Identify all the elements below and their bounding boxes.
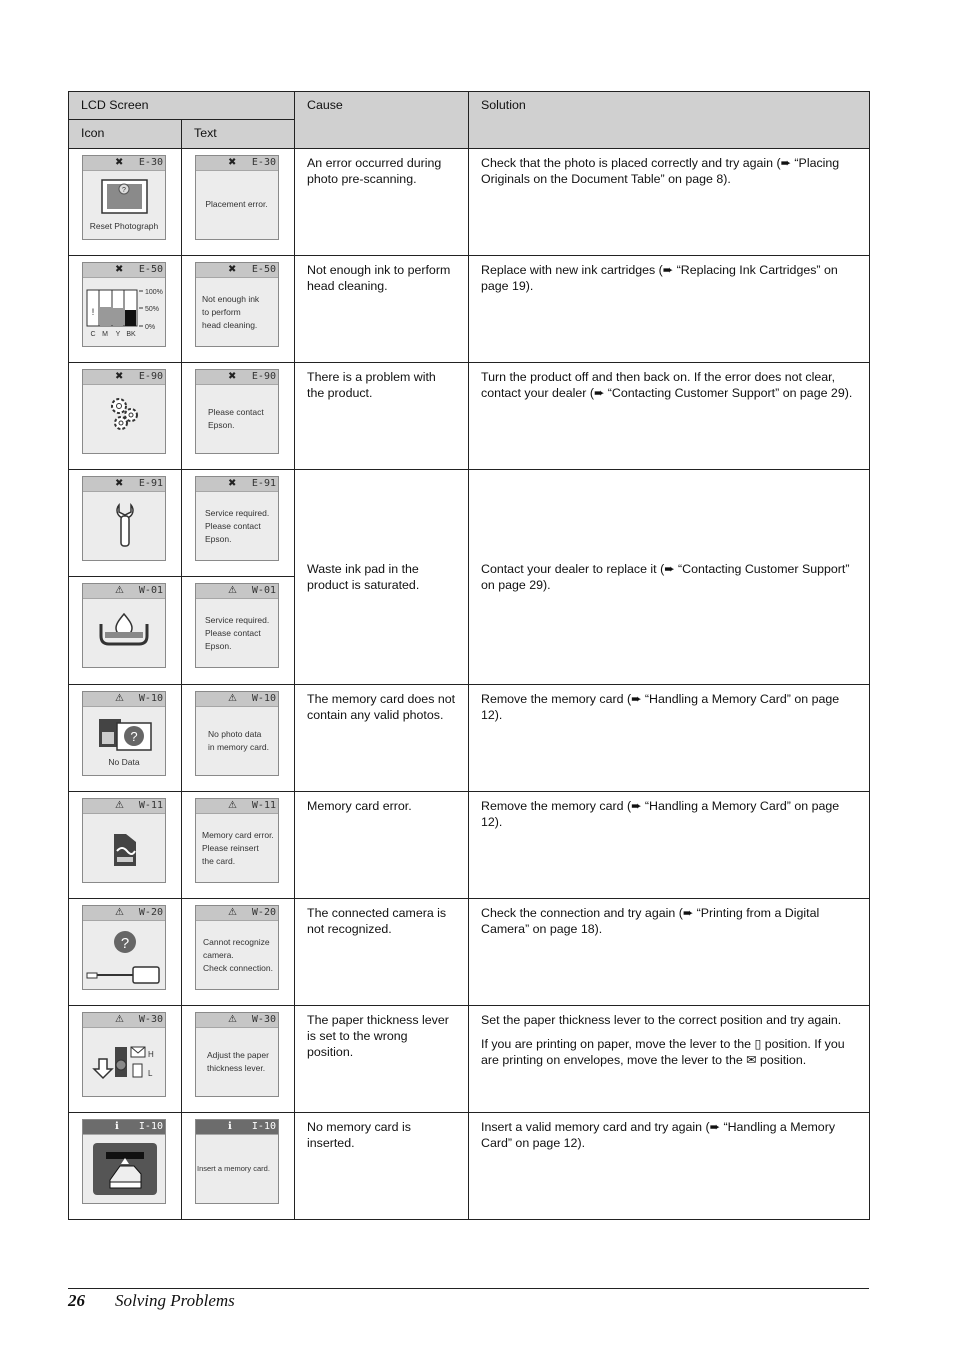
wrench-icon (83, 491, 167, 561)
lcd-text-screen: ⚠ W-20 Cannot recognize camera. Check connection. (195, 905, 279, 990)
solution-cell: Replace with new ink cartridges (➨ “Replacing Ink Cartridges” on page 19). (469, 256, 870, 363)
paper-thickness-lever-icon (83, 1027, 167, 1097)
table-row (69, 685, 870, 792)
warning-icon: ⚠ (115, 585, 124, 596)
lcd-icon-screen: ⚠ W-20 ? (82, 905, 166, 990)
error-icon: ✖ (115, 157, 124, 168)
error-icon: ✖ (228, 478, 237, 489)
cause-cell: Memory card error. (295, 792, 469, 899)
lcd-message: thickness lever. (207, 1063, 266, 1073)
table-row (69, 470, 870, 577)
table-row (69, 149, 870, 256)
error-icon: ✖ (228, 371, 237, 382)
table-row (69, 363, 870, 470)
cause-cell: The connected camera is not recognized. (295, 899, 469, 1006)
lcd-message: Not enough ink (202, 294, 260, 304)
solution-extra-text: If you are printing on paper, move the lever to the ▯ position. If you are printing on envelopes, move the lever to the ✉ position. (481, 1037, 845, 1067)
table-row (69, 1006, 870, 1113)
error-icon: ✖ (115, 371, 124, 382)
header-solution: Solution (469, 92, 870, 149)
lcd-message: the card. (202, 856, 236, 866)
lever-label-l: L (148, 1069, 153, 1078)
insert-card-icon (83, 1134, 167, 1204)
lcd-message: Epson. (208, 420, 235, 430)
cause-cell: An error occurred during photo pre-scanning. (295, 149, 469, 256)
warning-icon: ⚠ (228, 585, 237, 596)
solution-cell: Check the connection and try again (➨ “Printing from a Digital Camera” on page 18). (469, 899, 870, 1006)
lcd-message: Service required. (205, 615, 270, 625)
lcd-message: Please contact (205, 521, 261, 531)
lcd-message: Check connection. (203, 963, 273, 973)
section-title: Solving Problems (115, 1291, 235, 1310)
table-row (69, 1113, 870, 1220)
lcd-message: camera. (203, 950, 234, 960)
lcd-text-screen: ⚠ W-11 Memory card error. Please reinsert the card. (195, 798, 279, 883)
lcd-icon-screen: ⚠ W-11 (82, 798, 166, 883)
ink-level-icon (83, 277, 167, 347)
page-number: 26 (68, 1291, 85, 1310)
svg-text:?: ? (120, 935, 130, 952)
footer-divider (68, 1288, 869, 1289)
lcd-message: in memory card. (208, 742, 269, 752)
warning-icon: ⚠ (115, 693, 124, 704)
lcd-icon-screen: ⚠ W-30 H L (82, 1012, 166, 1097)
lcd-text-screen: ⚠ W-01 Service required. Please contact Epson. (195, 583, 279, 668)
error-table (68, 91, 870, 1220)
lcd-text-screen: ℹ I-10 Insert a memory card. (195, 1119, 279, 1204)
lcd-message: No photo data (208, 729, 262, 739)
icon-caption: No Data (108, 757, 140, 767)
lcd-text-screen: ✖ E-50 Not enough ink to perform head cleaning. (195, 262, 279, 347)
info-icon: ℹ (228, 1121, 232, 1132)
lcd-icon-screen: ✖ E-30 ? Reset Photograph (82, 155, 166, 240)
ink-label-m: M (102, 331, 108, 338)
lcd-text-screen: ⚠ W-30 Adjust the paper thickness lever. (195, 1012, 279, 1097)
lcd-message: Please reinsert (202, 843, 259, 853)
warning-icon: ⚠ (228, 693, 237, 704)
solution-cell (469, 1006, 870, 1113)
solution-cell: Insert a valid memory card and try again (➨ “Handling a Memory Card” on page 12). (469, 1113, 870, 1220)
lcd-icon-screen: ✖ E-90 (82, 369, 166, 454)
ink-label-0: 0% (145, 324, 156, 331)
lcd-icon-screen: ✖ E-50 ! 100% 50% 0% C M Y BK (82, 262, 166, 347)
warning-icon: ⚠ (228, 907, 237, 918)
ink-label-50: 50% (145, 306, 160, 313)
solution-cell: Turn the product off and then back on. If the error does not clear, contact your dealer (➨ “Contacting Customer Support” on page 29). (469, 363, 870, 470)
cause-cell: No memory card is inserted. (295, 1113, 469, 1220)
warning-icon: ⚠ (115, 1014, 124, 1025)
warning-icon: ⚠ (228, 800, 237, 811)
svg-text:?: ? (122, 187, 126, 194)
lcd-message: head cleaning. (202, 320, 258, 330)
ink-label-c: C (90, 331, 96, 338)
cause-cell: There is a problem with the product. (295, 363, 469, 470)
lcd-message: Please contact (208, 407, 264, 417)
lcd-message: Placement error. (205, 199, 268, 209)
cause-cell: The memory card does not contain any valid photos. (295, 685, 469, 792)
warning-icon: ⚠ (115, 907, 124, 918)
page-footer (68, 1291, 235, 1311)
camera-connection-icon (83, 920, 167, 990)
icon-caption: Reset Photograph (89, 221, 159, 231)
error-icon: ✖ (115, 264, 124, 275)
header-text: Text (182, 120, 295, 149)
svg-text:!: ! (91, 307, 95, 317)
memory-card-error-icon (83, 813, 167, 873)
error-icon: ✖ (228, 264, 237, 275)
error-icon: ✖ (228, 157, 237, 168)
lcd-icon-screen: ✖ E-91 (82, 476, 166, 561)
solution-cell: Remove the memory card (➨ “Handling a Memory Card” on page 12). (469, 792, 870, 899)
svg-text:?: ? (130, 729, 138, 744)
solution-cell: Contact your dealer to replace it (➨ “Contacting Customer Support” on page 29). (469, 470, 870, 685)
ink-label-100: 100% (145, 289, 163, 296)
warning-icon: ⚠ (115, 800, 124, 811)
ink-label-y: Y (115, 331, 121, 338)
header-icon: Icon (69, 120, 182, 149)
gears-icon (83, 384, 167, 454)
lcd-text-screen: ⚠ W-10 No photo data in memory card. (195, 691, 279, 776)
cause-cell: The paper thickness lever is set to the wrong position. (295, 1006, 469, 1113)
table-row (69, 792, 870, 899)
error-icon: ✖ (115, 478, 124, 489)
info-icon: ℹ (115, 1121, 119, 1132)
lcd-message: Memory card error. (202, 830, 274, 840)
lever-label-h: H (148, 1050, 154, 1059)
ink-pad-icon (83, 598, 167, 668)
header-lcd-screen: LCD Screen (69, 92, 295, 120)
lcd-message: Cannot recognize (203, 937, 270, 947)
lcd-message: Please contact (205, 628, 261, 638)
lcd-message: Insert a memory card. (197, 1164, 270, 1173)
lcd-icon-screen: ⚠ W-01 (82, 583, 166, 668)
lcd-icon-screen: ℹ I-10 (82, 1119, 166, 1204)
cause-cell: Waste ink pad in the product is saturated. (295, 470, 469, 685)
solution-cell: Check that the photo is placed correctly and try again (➨ “Placing Originals on the Document Table” on page 8). (469, 149, 870, 256)
cause-cell: Not enough ink to perform head cleaning. (295, 256, 469, 363)
lcd-message: Epson. (205, 534, 232, 544)
lcd-text-screen: ✖ E-30 Placement error. (195, 155, 279, 240)
solution-text: Set the paper thickness lever to the correct position and try again. (481, 1013, 842, 1027)
lcd-text-screen: ✖ E-91 Service required. Please contact Epson. (195, 476, 279, 561)
lcd-message: Service required. (205, 508, 270, 518)
table-row (69, 256, 870, 363)
lcd-message: Adjust the paper (207, 1050, 269, 1060)
solution-cell: Remove the memory card (➨ “Handling a Memory Card” on page 12). (469, 685, 870, 792)
lcd-message: to perform (202, 307, 241, 317)
table-row (69, 899, 870, 1006)
warning-icon: ⚠ (228, 1014, 237, 1025)
lcd-icon-screen: ⚠ W-10 ? No Data (82, 691, 166, 776)
lcd-text-screen: ✖ E-90 Please contact Epson. (195, 369, 279, 454)
lcd-message: Epson. (205, 641, 232, 651)
header-cause: Cause (295, 92, 469, 149)
ink-label-bk: BK (126, 331, 136, 338)
